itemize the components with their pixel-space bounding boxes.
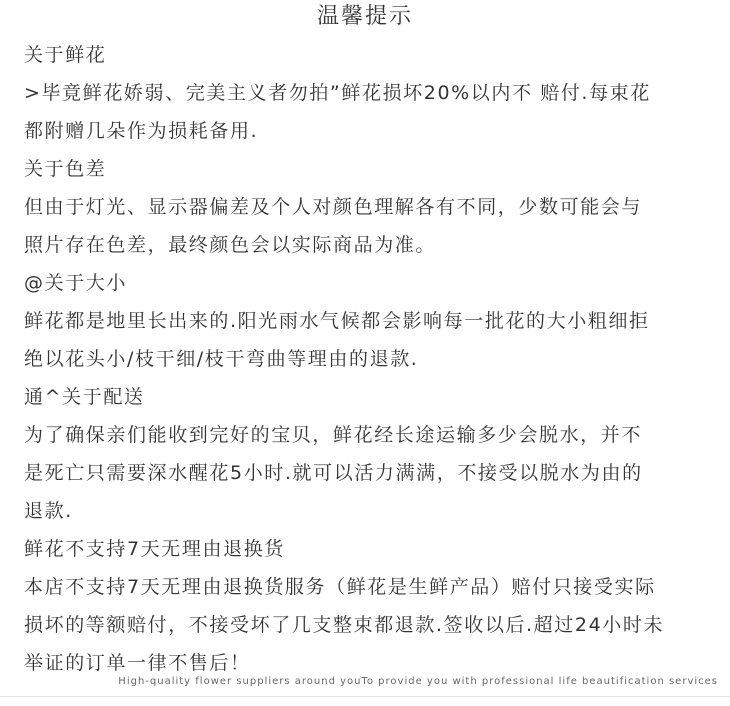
page-title: 温馨提示: [316, 4, 413, 29]
section-heading: 通^关于配送: [24, 386, 145, 408]
text-line: 绝以花头小/枝干细/枝干弯曲等理由的退款.: [24, 348, 419, 370]
text-line: 举证的订单一律不售后！: [24, 652, 251, 674]
notice-body: [24, 36, 714, 682]
text-line: 退款.: [24, 500, 73, 522]
footer-divider: [0, 696, 730, 697]
section-heading: @关于大小: [24, 272, 128, 294]
footer-slogan: High-quality flower suppliers around youTo provide you with professional life beautification services: [118, 676, 718, 687]
text-line: 损坏的等额赔付，不接受坏了几支整束都退款.签收以后.超过24小时未: [24, 614, 665, 636]
text-line: 是死亡只需要深水醒花5小时.就可以活力满满，不接受以脱水为由的: [24, 462, 643, 484]
text-line: >毕竟鲜花娇弱、完美主义者勿拍”鲜花损坏20%以内不 赔付.每束花: [24, 82, 651, 104]
section-heading: 关于色差: [24, 158, 107, 180]
text-line: 照片存在色差，最终颜色会以实际商品为准。: [24, 234, 437, 256]
text-line: 本店不支持7天无理由退换货服务（鲜花是生鲜产品）赔付只接受实际: [24, 576, 656, 598]
section-heading: 关于鲜花: [24, 44, 107, 66]
text-line: 都附赠几朵作为损耗备用.: [24, 120, 259, 142]
section-heading: 鲜花不支持7天无理由退换货: [24, 538, 285, 560]
text-line: 但由于灯光、显示器偏差及个人对颜色理解各有不同，少数可能会与: [24, 196, 643, 218]
text-line: 鲜花都是地里长出来的.阳光雨水气候都会影响每一批花的大小粗细拒: [24, 310, 650, 332]
text-line: 为了确保亲们能收到完好的宝贝，鲜花经长途运输多少会脱水，并不: [24, 424, 643, 446]
